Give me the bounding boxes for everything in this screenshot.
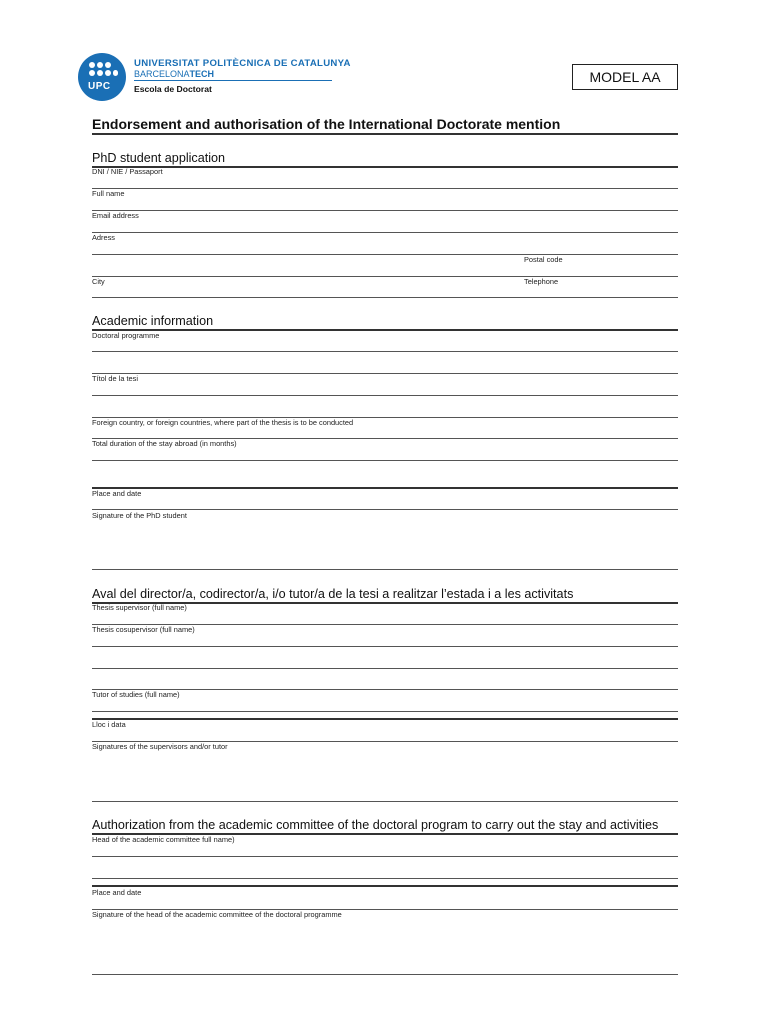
- section-heading-academic: Academic information: [92, 314, 214, 328]
- field-line: [92, 974, 678, 975]
- telephone-label: Telephone: [524, 277, 559, 286]
- field-line: [92, 297, 678, 298]
- field-line: [92, 801, 678, 802]
- city-prefix: BARCELONA: [134, 69, 190, 79]
- dni-field[interactable]: [92, 167, 678, 187]
- city-field[interactable]: [92, 277, 512, 297]
- email-field[interactable]: [92, 211, 678, 231]
- committee-head-label: Head of the academic committee full name): [92, 835, 235, 844]
- email-label: Email address: [92, 211, 139, 220]
- dni-label: DNI / NIE / Passaport: [92, 167, 163, 176]
- field-line: [92, 569, 678, 570]
- foreign-country-label: Foreign country, or foreign countries, where part of the thesis is to be conducted: [92, 418, 354, 427]
- stay-duration-label: Total duration of the stay abroad (in months): [92, 439, 237, 448]
- school-name: Escola de Doctorat: [134, 84, 212, 94]
- address-field[interactable]: [92, 233, 678, 253]
- upc-logo-mark: [78, 53, 126, 101]
- section-heading-authorization: Authorization from the academic committee of the doctoral program to carry out the stay and activities: [92, 818, 659, 832]
- logo-acronym: UPC: [88, 81, 111, 92]
- section-heading-endorsement: Aval del director/a, codirector/a, i/o tutor/a de la tesi a realitzar l’estada i a les activitats: [92, 587, 574, 601]
- block-divider: [92, 885, 678, 887]
- doctoral-programme-field[interactable]: [92, 331, 678, 373]
- student-place-date-label: Place and date: [92, 489, 142, 498]
- foreign-country-field[interactable]: [92, 418, 678, 438]
- university-name: UNIVERSITAT POLITÈCNICA DE CATALUNYA: [134, 58, 351, 69]
- page-title: Endorsement and authorisation of the International Doctorate mention: [92, 116, 561, 132]
- section-heading-student: PhD student application: [92, 151, 226, 165]
- supervisors-signatures-field[interactable]: [92, 742, 678, 798]
- field-line: [92, 711, 678, 712]
- committee-signature-label: Signature of the head of the academic committee of the doctoral programme: [92, 910, 342, 919]
- city-label: City: [92, 277, 105, 286]
- student-signature-label: Signature of the PhD student: [92, 511, 187, 520]
- upc-logo: [78, 53, 126, 101]
- student-signature-field[interactable]: [92, 511, 678, 567]
- logo-divider: [134, 80, 332, 81]
- city-suffix: TECH: [189, 69, 215, 79]
- model-label-box: MODEL AA: [572, 64, 678, 90]
- full-name-field[interactable]: [92, 189, 678, 209]
- field-line: [92, 395, 678, 396]
- tutor-label: Tutor of studies (full name): [92, 690, 180, 699]
- supervisor-label: Thesis supervisor (full name): [92, 603, 187, 612]
- supervisor-field[interactable]: [92, 603, 678, 623]
- telephone-field[interactable]: [524, 277, 678, 297]
- address-label: Adress: [92, 233, 116, 242]
- endorsement-place-date-label: Lloc i data: [92, 720, 126, 729]
- field-line: [92, 351, 678, 352]
- doctoral-programme-label: Doctoral programme: [92, 331, 160, 340]
- supervisors-signatures-label: Signatures of the supervisors and/or tutor: [92, 742, 228, 751]
- thesis-title-label: Títol de la tesi: [92, 374, 139, 383]
- student-place-date-field[interactable]: [92, 489, 678, 509]
- committee-signature-field[interactable]: [92, 910, 678, 972]
- tutor-field[interactable]: [92, 690, 678, 710]
- title-divider: [92, 133, 678, 135]
- field-line: [92, 646, 678, 647]
- cosupervisor-field[interactable]: [92, 625, 678, 689]
- endorsement-place-date-field[interactable]: [92, 720, 678, 740]
- postal-code-field[interactable]: [524, 255, 678, 275]
- field-line: [92, 668, 678, 669]
- authorization-place-date-label: Place and date: [92, 888, 142, 897]
- postal-code-label: Postal code: [524, 255, 563, 264]
- full-name-label: Full name: [92, 189, 125, 198]
- field-line: [92, 509, 678, 510]
- stay-duration-field[interactable]: [92, 439, 678, 459]
- authorization-place-date-field[interactable]: [92, 888, 678, 908]
- cosupervisor-label: Thesis cosupervisor (full name): [92, 625, 195, 634]
- field-line: [92, 856, 678, 857]
- field-line: [92, 878, 678, 879]
- university-city: [134, 69, 214, 79]
- field-line: [92, 460, 678, 461]
